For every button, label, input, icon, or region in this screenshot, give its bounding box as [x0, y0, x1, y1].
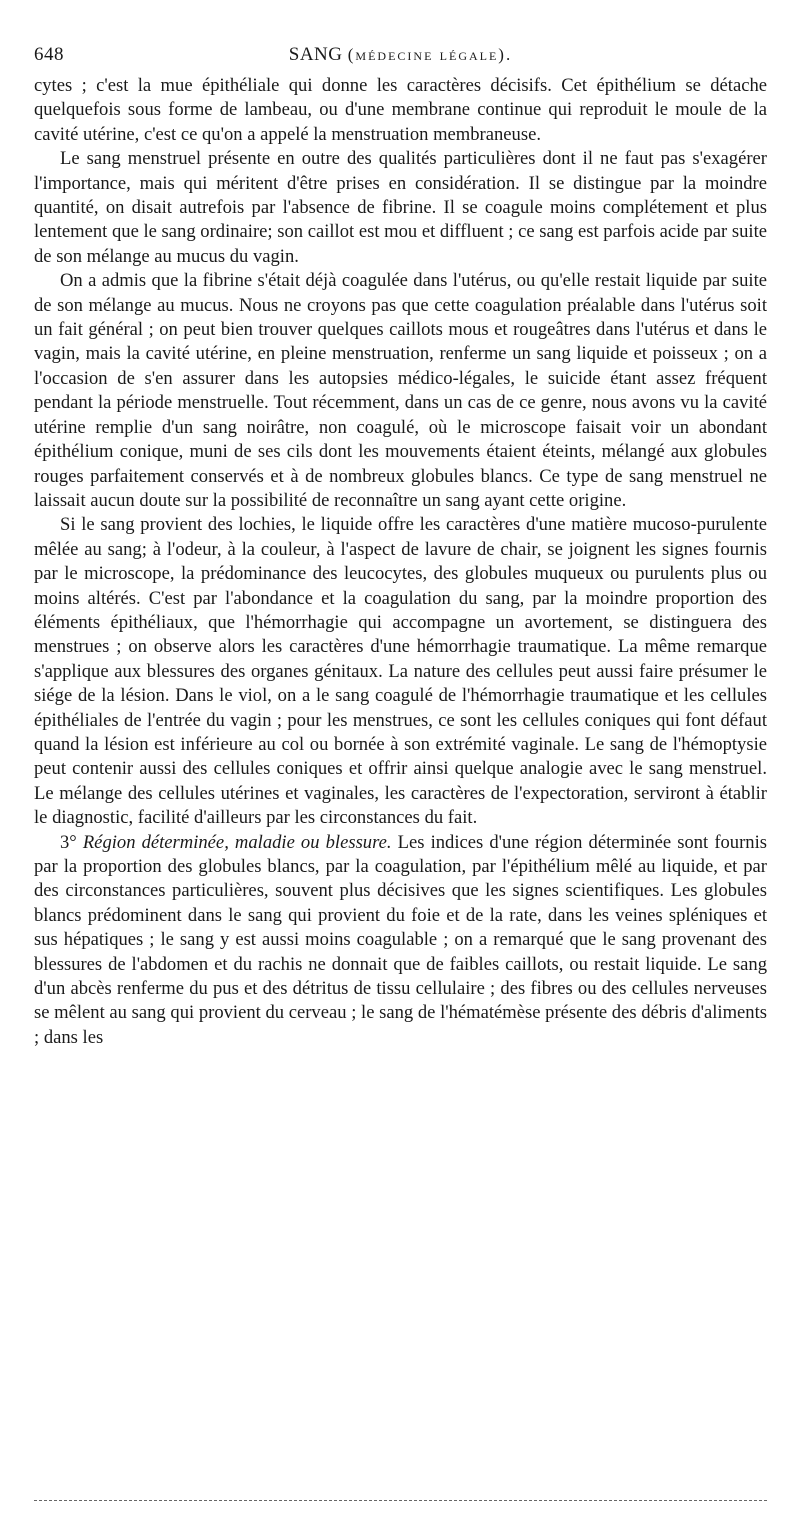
body-text	[34, 74, 767, 1050]
page-number: 648	[34, 44, 64, 65]
footer-rule	[34, 1500, 767, 1501]
section-heading: Région déterminée, maladie ou blessure.	[82, 831, 392, 853]
paragraph-menstrual-blood: Le sang menstruel présente en outre des qualités particulières dont il ne faut pas s'exagérer l'importance, mais qui méritent d'être prises en considération. Il se distingue par la moindre quantité, on disait autrefois par l'absence de fibrine. Il se coagule moins complétement et plus lentement que le sang ordinaire; son caillot est mou et diffluent ; ce sang est parfois acide par suite de son mélange au mucus du vagin.	[34, 148, 767, 267]
running-title	[34, 44, 767, 66]
paragraph-continuation: cytes ; c'est la mue épithéliale qui donne les caractères décisifs. Cet épithélium se détache quelquefois sous forme de lambeau, ou d'une membrane continue qui reproduit le moule de la cavité utérine, c'est ce qu'on a appelé la menstruation membraneuse.	[34, 75, 767, 145]
book-page	[34, 44, 767, 1050]
paragraph-region-determined	[34, 831, 767, 1051]
running-head	[34, 44, 767, 74]
section-number: 3°	[60, 831, 83, 853]
paragraph-lochia: Si le sang provient des lochies, le liquide offre les caractères d'une matière mucoso-purulente mêlée au sang; à l'odeur, à la couleur, à l'aspect de lavure de chair, se joignent les signes fournis par le microscope, la prédominance des leucocytes, des globules muqueux ou purulents plus ou moins altérés. C'est par l'abondance et la coagulation du sang, par la moindre proportion des éléments épithéliaux, que l'hémorrhagie qui accompagne un avortement, se distinguera des menstrues ; on observe alors les caractères d'une hémorrhagie traumatique. La même remarque s'applique aux blessures des organes génitaux. La nature des cellules peut aussi faire présumer le siége de la lésion. Dans le viol, on a le sang coagulé de l'hémorrhagie traumatique et les cellules épithéliales de l'entrée du vagin ; pour les menstrues, ce sont les cellules coniques qui font défaut quand la lésion est inférieure au col ou bornée à son extrémité vaginale. Le sang de l'hémoptysie peut contenir aussi des cellules coniques et offrir ainsi quelque analogie avec le sang menstruel. Le mélange des cellules utérines et vaginales, les caractères de l'expectoration, serviront à établir le diagnostic, facilité d'ailleurs par les circonstances du fait.	[34, 514, 767, 829]
paragraph-fibrin-coagulation: On a admis que la fibrine s'était déjà coagulée dans l'utérus, ou qu'elle restait liquide par suite de son mélange au mucus. Nous ne croyons pas que cette coagulation préalable dans l'utérus soit un fait général ; on peut bien trouver quelques caillots mous et rougeâtres dans l'utérus et dans le vagin, mais la cavité utérine, en pleine menstruation, renferme un sang liquide et poisseux ; on a l'occasion de s'en assurer dans les autopsies médico-légales, le suicide étant assez fréquent pendant la période menstruelle. Tout récemment, dans un cas de ce genre, nous avons vu la cavité utérine remplie d'un sang noirâtre, non coagulé, où le microscope faisait voir un abondant épithélium conique, muni de ses cils dont les mouvements étaient éteints, mélangé aux globules rouges parfaitement conservés et à de nombreux globules blancs. Ce type de sang menstruel ne laissait aucun doute sur la possibilité de reconnaître un sang ayant cette origine.	[34, 270, 767, 511]
section-body: Les indices d'une région déterminée sont fournis par la proportion des globules blancs, par la coagulation, par l'épithélium mêlé au liquide, et par des circonstances particulières, souvent plus décisives que les signes scientifiques. Les globules blancs prédominent dans le sang qui provient du foie et de la rate, dans les veines spléniques et sus hépatiques ; le sang y est aussi moins coagulable ; on a remarqué que le sang provenant des blessures de l'abdomen et du rachis ne donnait que de faibles caillots, ou restait liquide. Le sang d'un abcès renferme du pus et des détritus de tissu cellulaire ; des fibres ou des cellules nerveuses se mêlent au sang qui provient du cerveau ; le sang de l'hématémèse présente des débris d'aliments ; dans les	[34, 831, 767, 1048]
running-title-main: SANG	[288, 44, 343, 65]
running-title-sub: (médecine légale).	[347, 45, 513, 64]
